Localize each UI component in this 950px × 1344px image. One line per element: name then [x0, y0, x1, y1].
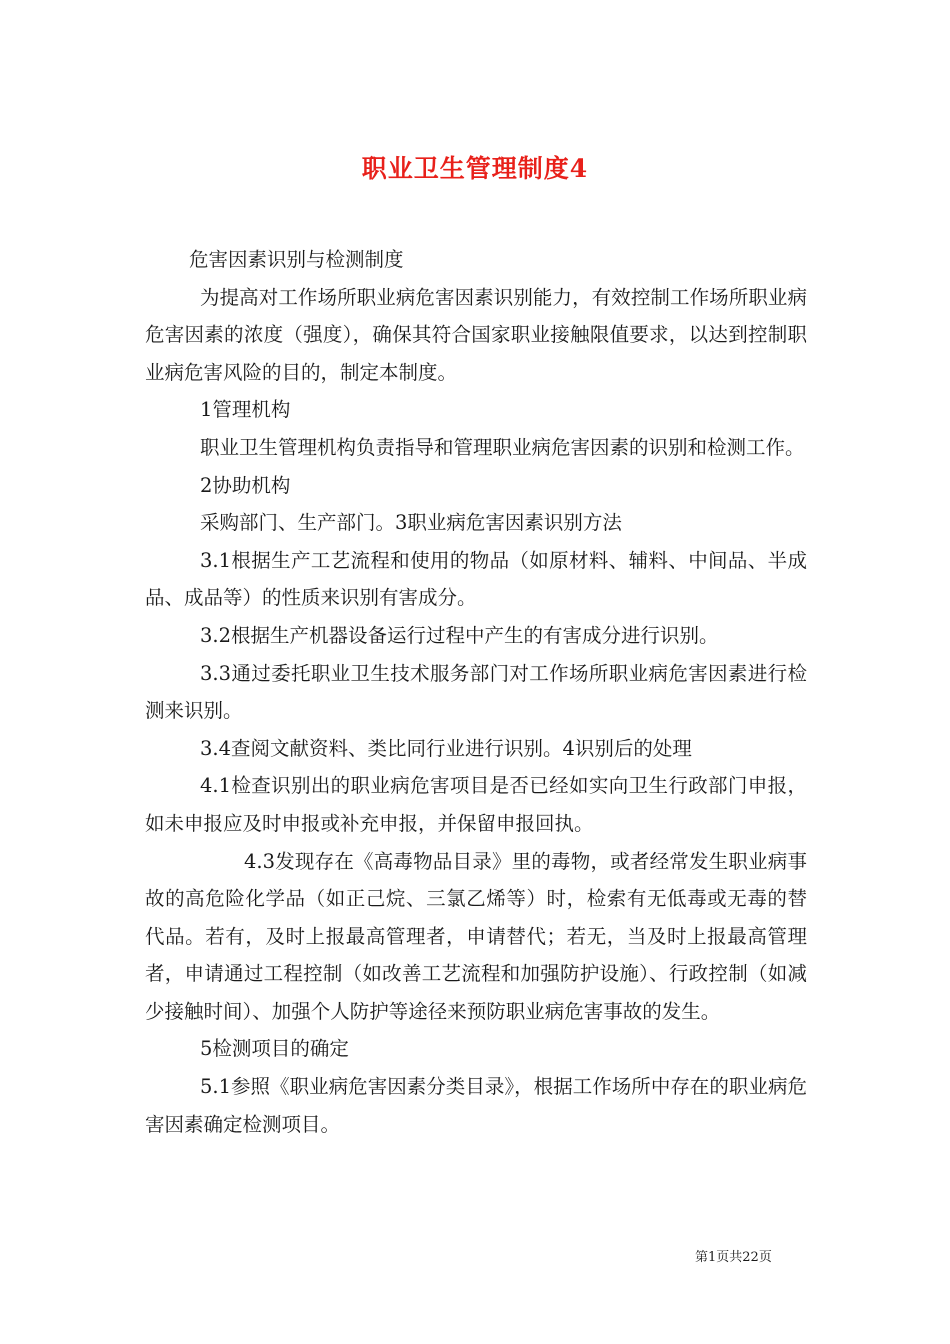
section-heading: 5检测项目的确定: [200, 1037, 349, 1061]
section-heading: 危害因素识别与检测制度: [189, 248, 404, 271]
page-number: 第1页共22页: [695, 1250, 772, 1265]
paragraph: 5.1参照《职业病危害因素分类目录》，根据工作场所中存在的职业病危害因素确定检测项目。: [145, 1075, 807, 1136]
paragraph: 采购部门、生产部门。3职业病危害因素识别方法: [200, 511, 622, 535]
paragraph: 为提高对工作场所职业病危害因素识别能力，有效控制工作场所职业病危害因素的浓度（强度），确保其符合国家职业接触限值要求，以达到控制职业病危害风险的目的，制定本制度。: [145, 285, 807, 384]
paragraph: 4.3发现存在《高毒物品目录》里的毒物，或者经常发生职业病事故的高危险化学品（如正己烷、三氯乙烯等）时，检索有无低毒或无毒的替代品。若有，及时上报最高管理者，申请替代；若无，当及时上报最高管理者，申请通过工程控制（如改善工艺流程和加强防护设施）、行政控制（如减少接触时间）、加强个人防护等途径来预防职业病危害事故的发生。: [145, 849, 807, 1023]
paragraph: 职业卫生管理机构负责指导和管理职业病危害因素的识别和检测工作。: [200, 435, 805, 459]
section-heading: 2协助机构: [200, 473, 291, 497]
paragraph: 3.4查阅文献资料、类比同行业进行识别。4识别后的处理: [200, 736, 692, 760]
paragraph: 4.1检查识别出的职业病危害项目是否已经如实向卫生行政部门申报，如未申报应及时申报或补充申报，并保留申报回执。: [145, 774, 807, 835]
section-heading: 1管理机构: [200, 398, 291, 422]
paragraph: 3.3通过委托职业卫生技术服务部门对工作场所职业病危害因素进行检测来识别。: [145, 661, 807, 723]
paragraph: 3.2根据生产机器设备运行过程中产生的有害成分进行识别。: [200, 623, 719, 647]
document-body: [145, 241, 807, 1143]
paragraph: 3.1根据生产工艺流程和使用的物品（如原材料、辅料、中间品、半成品、成品等）的性质来识别有害成分。: [145, 548, 807, 610]
document-title: 职业卫生管理制度4: [361, 153, 589, 183]
